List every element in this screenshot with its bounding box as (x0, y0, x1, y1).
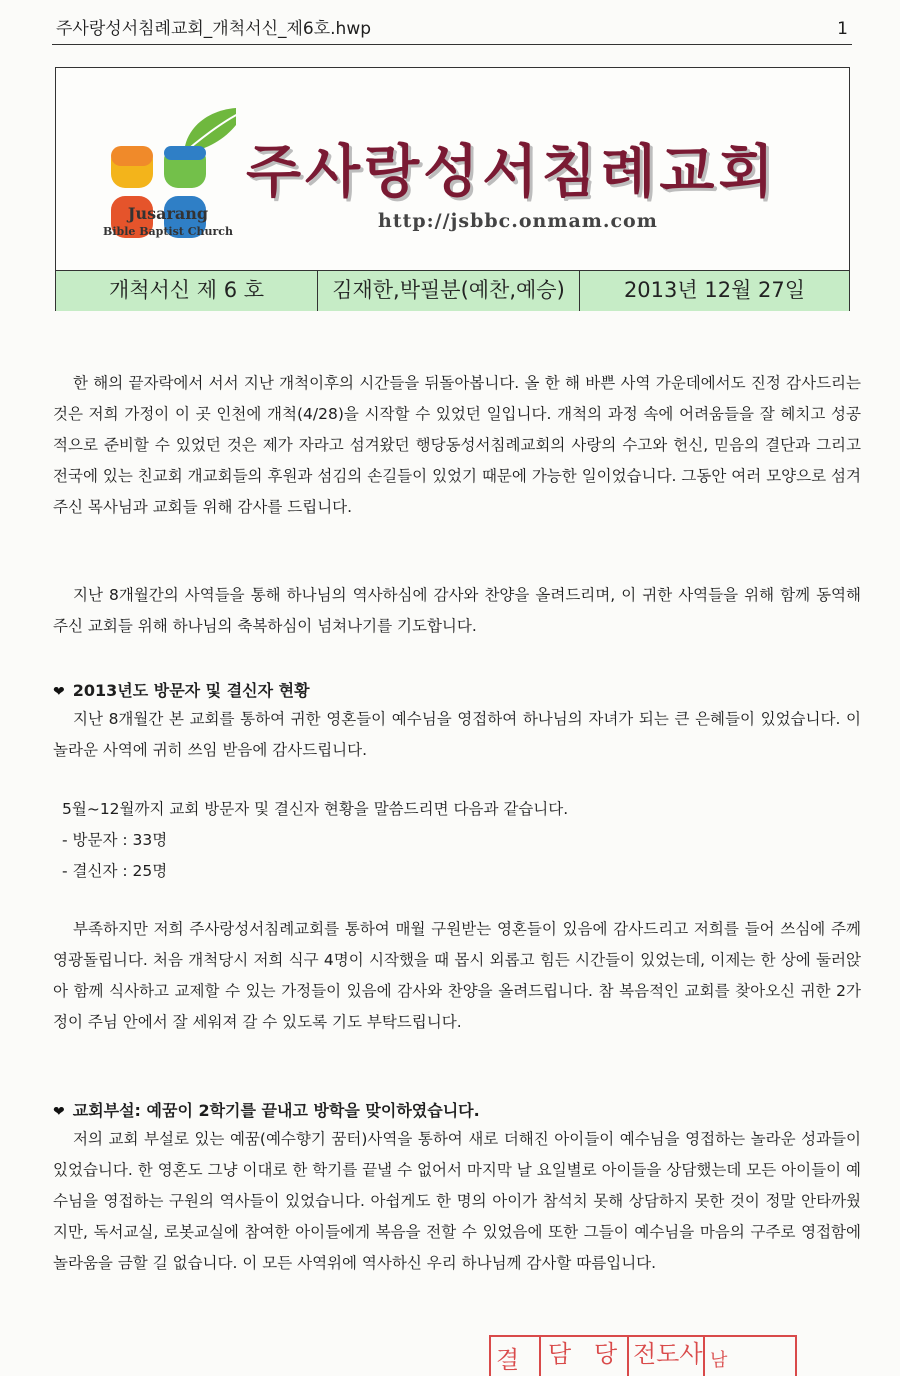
stat-converts: - 결신자 : 25명 (62, 862, 168, 880)
logo-name: Jusarang (127, 204, 209, 223)
stats-lead: 5월~12월까지 교회 방문자 및 결신자 현황을 말씀드리면 다음과 같습니다. (62, 800, 569, 818)
section1-paragraph-2 (53, 914, 861, 1038)
svg-text:당: 당 (594, 1340, 618, 1368)
section-heading-visitors (53, 676, 861, 707)
section2-text: 저의 교회 부설로 있는 예꿈(예수향기 꿈터)사역을 통하여 새로 더해진 아이들이 예수님을 영접하는 놀라운 성과들이 있었습니다. 한 영혼도 그냥 이대로 한 학기를 끝낼 수 없어서 마지막 날 요일별로 아이들을 상담했는데 모든 아이들이 예수님을 영접하는 구원의 역사들이 있었습니다. 아쉽게도 한 명의 아이가 참석치 못해 상담하지 못한 것이 정말 안타까웠지만, 독서교실, 로봇교실에 참여한 아이들에게 복음을 전할 수 있었음에 또한 그들이 예수님을 마음의 구주로 영접함에 놀라움을 금할 길 없습니다. 이 모든 사역위에 역사하신 우리 하나님께 감사할 따름입니다. (53, 1130, 861, 1272)
section1-paragraph-1 (53, 704, 861, 766)
heart-bullet-icon: ❤ (53, 684, 65, 700)
section-heading-text: 2013년도 방문자 및 결신자 현황 (72, 681, 310, 700)
church-title: 주사랑성서침례교회 (246, 138, 778, 205)
section1-text-1: 지난 8개월간 본 교회를 통하여 귀한 영혼들이 예수님을 영접하여 하나님의 자녀가 되는 큰 은혜들이 있었습니다. 이 놀라운 사역에 귀히 쓰임 받음에 감사드립니다. (53, 710, 861, 759)
intro-paragraph-1 (53, 368, 861, 523)
issue-number: 개척서신 제 6 호 (56, 271, 318, 311)
intro-text-1: 한 해의 끝자락에서 서서 지난 개척이후의 시간들을 뒤돌아봅니다. 올 한 해 바쁜 사역 가운데에서도 진정 감사드리는 것은 저희 가정이 이 곳 인천에 개척(4/28)을 시작할 수 있었던 일입니다. 개척의 과정 속에 어려움들을 잘 헤치고 성공적으로 준비할 수 있었던 것은 제가 자라고 섬겨왔던 행당동성서침례교회의 사랑의 수고와 헌신, 믿음의 결단과 그리고 전국에 있는 친교회 개교회들의 후원과 섬김의 손길들이 있었기 때문에 가능한 일이었습니다. 그동안 여러 모양으로 섬겨주신 목사님과 교회들 위해 감사를 드립니다. (53, 374, 861, 516)
logo-subtitle: Bible Baptist Church (103, 225, 233, 238)
section2-paragraph (53, 1124, 861, 1279)
svg-text:전도사: 전도사 (633, 1340, 703, 1368)
page-number: 1 (837, 19, 848, 39)
svg-text:남: 남 (710, 1350, 728, 1371)
info-bar (56, 270, 849, 311)
file-name: 주사랑성서침례교회_개척서신_제6호.hwp (56, 19, 372, 39)
approval-seal-stamp (488, 1332, 798, 1376)
intro-paragraph-2 (53, 580, 861, 642)
church-url: http://jsbbc.onmam.com (378, 210, 658, 232)
section-heading-yeggum (53, 1096, 861, 1127)
authors: 김재한,박필분(예찬,예승) (318, 271, 580, 311)
masthead (55, 67, 850, 311)
intro-text-2: 지난 8개월간의 사역들을 통해 하나님의 역사하심에 감사와 찬양을 올려드리며, 이 귀한 사역들을 위해 함께 동역해 주신 교회들 위해 하나님의 축복하심이 넘쳐나기를 기도합니다. (53, 586, 861, 635)
issue-date: 2013년 12월 27일 (623, 278, 806, 302)
heart-bullet-icon: ❤ (53, 1104, 65, 1120)
section1-text-2: 부족하지만 저희 주사랑성서침례교회를 통하여 매월 구원받는 영혼들이 있음에 감사드리고 저희를 들어 쓰심에 주께 영광돌립니다. 처음 개척당시 저희 식구 4명이 시작했을 때 몹시 외롭고 힘든 시간들이 있었는데, 이제는 한 상에 둘러앉아 함께 식사하고 교제할 수 있는 가정들이 있음에 감사와 찬양을 올려드립니다. 참 복음적인 교회를 찾아오신 귀한 2가정이 주님 안에서 잘 세워져 갈 수 있도록 기도 부탁드립니다. (53, 920, 861, 1031)
svg-text:담: 담 (548, 1340, 572, 1368)
svg-text:결: 결 (496, 1346, 520, 1374)
section-heading-text: 교회부설: 예꿈이 2학기를 끝내고 방학을 맞이하였습니다. (72, 1101, 480, 1120)
file-header (52, 14, 852, 45)
stat-visitors: - 방문자 : 33명 (62, 831, 168, 849)
